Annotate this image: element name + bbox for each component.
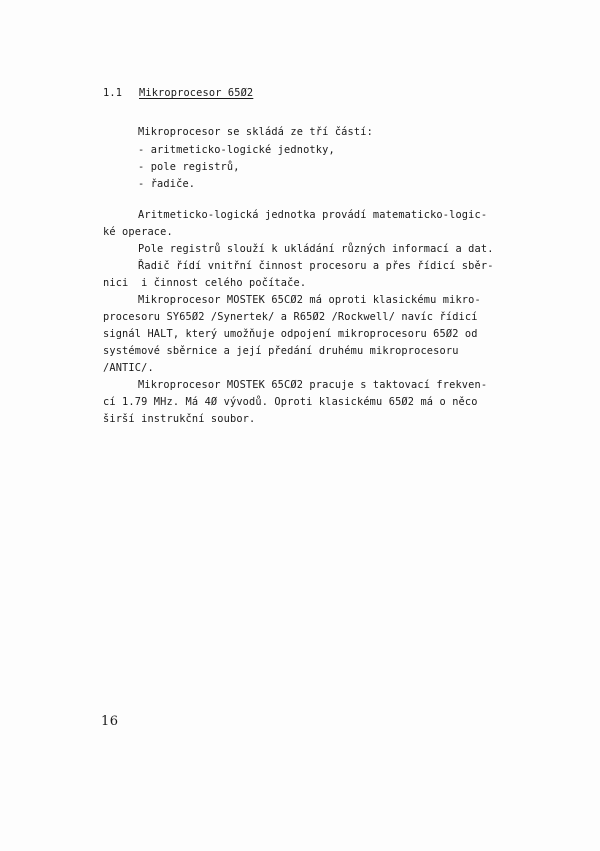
paragraph-line: systémové sběrnice a její předání druhému mikroprocesoru [103,345,459,357]
section-number: 1.1 [103,87,123,99]
paragraph-line: Mikroprocesor MOSTEK 65CØ2 má oproti klasickému mikro- [138,294,481,306]
list-item: - pole registrů, [138,161,240,173]
paragraph-line: Mikroprocesor MOSTEK 65CØ2 pracuje s taktovací frekven- [138,379,488,391]
list-item: - řadiče. [138,178,196,190]
paragraph-line: signál HALT, který umožňuje odpojení mikroprocesoru 65Ø2 od [103,328,478,340]
paragraph-line: Pole registrů slouží k ukládání různých informací a dat. [138,243,494,255]
paragraph-line: ké operace. [103,226,173,238]
paragraph-line: nici i činnost celého počítače. [103,277,307,289]
paragraph-line: cí 1.79 MHz. Má 4Ø vývodů. Oproti klasickému 65Ø2 má o něco [103,396,478,408]
paragraph-line: Řadič řídí vnitřní činnost procesoru a přes řídicí sběr- [138,260,494,272]
intro-lead: Mikroprocesor se skládá ze tří částí: [138,126,373,138]
paragraph-line: širší instrukční soubor. [103,413,256,425]
paragraph-line: Aritmeticko-logická jednotka provádí matematicko-logic- [138,209,488,221]
page-number: 16 [101,714,119,729]
paragraph-line: /ANTIC/. [103,362,154,374]
paragraph-line: procesoru SY65Ø2 /Synertek/ a R65Ø2 /Rockwell/ navíc řídicí [103,311,478,323]
list-item: - aritmeticko-logické jednotky, [138,144,335,156]
section-title: Mikroprocesor 65Ø2 [139,87,254,99]
